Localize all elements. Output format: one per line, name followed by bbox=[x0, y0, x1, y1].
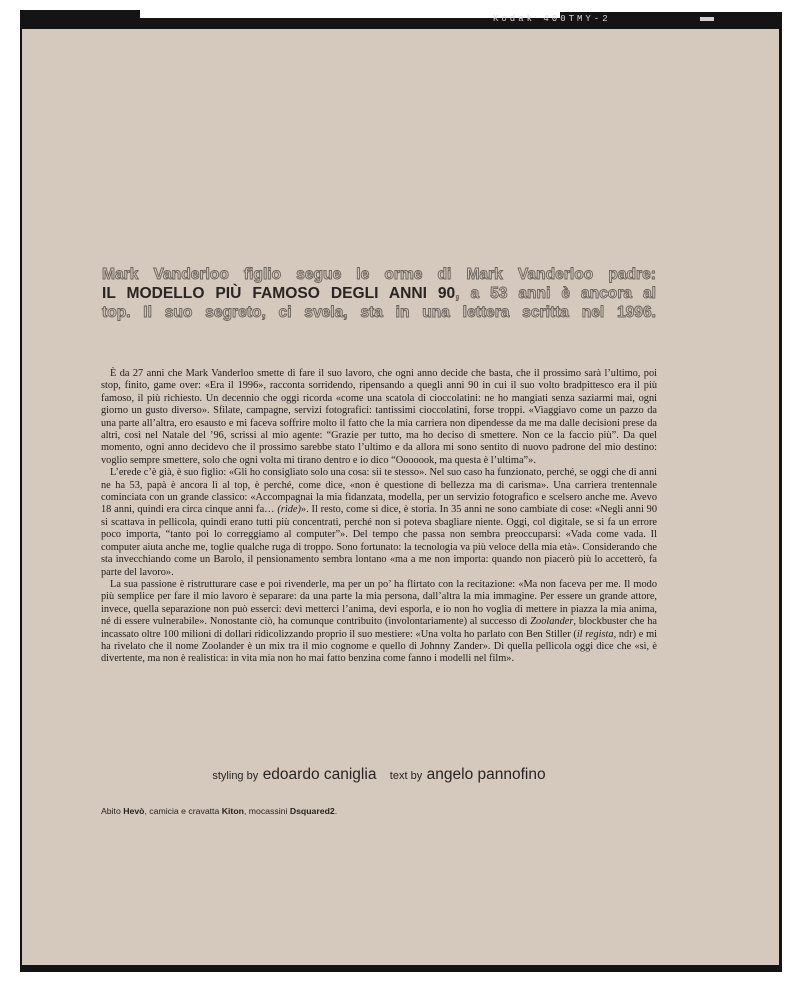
article-text: ». Il resto, come si dice, è storia. In 35 anni ne sono cambiate di cose: «Negli anni 90 si scattava in pellicola, quindi erano tutti più concentrati, perché non si poteva sbagliare niente. Oggi, col digitale, se si fa un errore poco importa, “tanto poi lo correggiamo al computer”». Del tempo che passa non sembra preoccuparsi: «Vada come vada. Il computer aiuta anche me, toglie qualche ruga di troppo. Sono fortunato: la tecnologia va più veloce della mia età». Considerando che sta invecchiando come un Barolo, il pensionamento sembra lontano «ma a me non importa: quando non piacerò più lo accetterò, fa parte del lavoro». bbox=[101, 504, 657, 578]
article-text: , ndr) e mi ha rivelato che il nome Zoolander è un mix tra il mio cognome e quello di Johnny Zander». Di quella pellicola oggi dice che «sì, è divertente, ma non è realistica: in vita mia non ho mai fatto benzina come fanno i modelli nel film». bbox=[101, 628, 658, 665]
article-italic: Zoolander bbox=[530, 616, 574, 628]
article-italic: (ride) bbox=[277, 504, 301, 516]
headline-line-2: , a 53 anni è ancora al bbox=[455, 285, 657, 302]
article-text: La sua passione è ristrutturare case e poi rivenderle, ma per un po’ ha flirtato con la recitazione: «Ma non faceva per me. Il modo più semplice per fare il mio lavoro è separare: da una parte la mia persona, dall’altra la mia immagine. Per essere un grande attore, invece, quella separazione non può esserci: devi metterci l’anima, devi esporla, e io non ho voglia di mettere in piazza la mia anima, né di essere vulnerabile». Nonostante ciò, ha comunque contribuito (involontariamente) al successo di bbox=[101, 578, 657, 628]
film-edge-code: Kodak 400TMY-2 bbox=[493, 14, 611, 24]
article-paragraph-3 bbox=[101, 579, 657, 666]
film-edge-mark bbox=[700, 17, 714, 21]
caption-brand: Hevò bbox=[123, 806, 145, 816]
caption-text: Abito bbox=[101, 806, 124, 816]
caption-text: , mocassini bbox=[243, 806, 290, 816]
outfit-caption bbox=[101, 806, 657, 816]
caption-brand: Kiton bbox=[221, 806, 244, 816]
article-text: L’erede c’è già, è suo figlio: «Gli ho consigliato solo una cosa: sii te stesso». Nel suo caso ha funzionato, perché, se oggi che di anni ne ha 53, papà è ancora lì al top, è perché, come dice, «non è questione di bellezza ma di carisma». Una carriera trentennale cominciata con un grande classico: «Accompagnai la mia fidanzata, modella, per un servizio fotografico e scelsero anche me. Avevo 18 anni, quindi era circa cinque anni fa… bbox=[101, 467, 657, 516]
article-paragraph-1: È da 27 anni che Mark Vanderloo smette di fare il suo lavoro, che ogni anno decide che basta, che il prossimo sarà l’ultimo, poi stop, finito, game over: «Era il 1996», racconta sorridendo, ripensando a quegli anni 90 in cui il suo volto bradpittesco era il più famoso, il più richiesto. Un decennio che oggi ricorda «come una scatola di cioccolatini: ne ho mangiati senza saziarmi mai, ogni giorno un gusto diverso». Sfilate, campagne, servizi fotografici: tantissimi cioccolatini, forse troppi. «Viaggiavo come un pazzo da una parte all’altra, ero esausto e mi faceva soffrire molto il fatto che la mia carriera non dipendesse da me ma dalle decisioni prese da altri, così nel Natale del ’96, scrissi al mio agente: “Grazie per tutto, ma ho deciso di smettere. Non ce la faccio più”. Da quel momento, ogni anno decidevo che il prossimo sarebbe stato l’ultimo e da allora mi sono sentito di nuovo padrone del mio destino: voglio sempre smettere, solo che ogni volta mi tirano dentro e io dico “Ooooook, ma questa è l’ultima”». bbox=[101, 368, 657, 466]
headline-line-3: top. Il suo segreto, ci svela, sta in una lettera scritta nel 1996. bbox=[102, 304, 656, 321]
stylist-name: edoardo caniglia bbox=[262, 766, 377, 783]
caption-text: . bbox=[334, 806, 338, 816]
film-notch-left bbox=[20, 10, 140, 24]
headline-line-1: Mark Vanderloo figlio segue le orme di Mark Vanderloo padre: bbox=[102, 266, 656, 283]
article-text: , blockbuster che ha incassato oltre 100 milioni di dollari ridicolizzando proprio il suo mestiere: «Una volta ho parlato con Ben Stiller ( bbox=[101, 616, 657, 640]
styling-by-label: styling by bbox=[212, 770, 259, 782]
caption-text: , camicia e cravatta bbox=[144, 806, 222, 816]
article-paragraph-2 bbox=[101, 467, 657, 579]
writer-name: angelo pannofino bbox=[426, 766, 546, 783]
article-body bbox=[101, 368, 657, 666]
caption-brand: Dsquared2 bbox=[289, 806, 335, 816]
headline-bold: IL MODELLO PIÙ FAMOSO DEGLI ANNI 90 bbox=[102, 285, 456, 302]
credits bbox=[101, 766, 657, 784]
article-italic: il regista bbox=[576, 628, 614, 640]
text-by-label: text by bbox=[389, 770, 423, 782]
headline bbox=[102, 265, 656, 322]
